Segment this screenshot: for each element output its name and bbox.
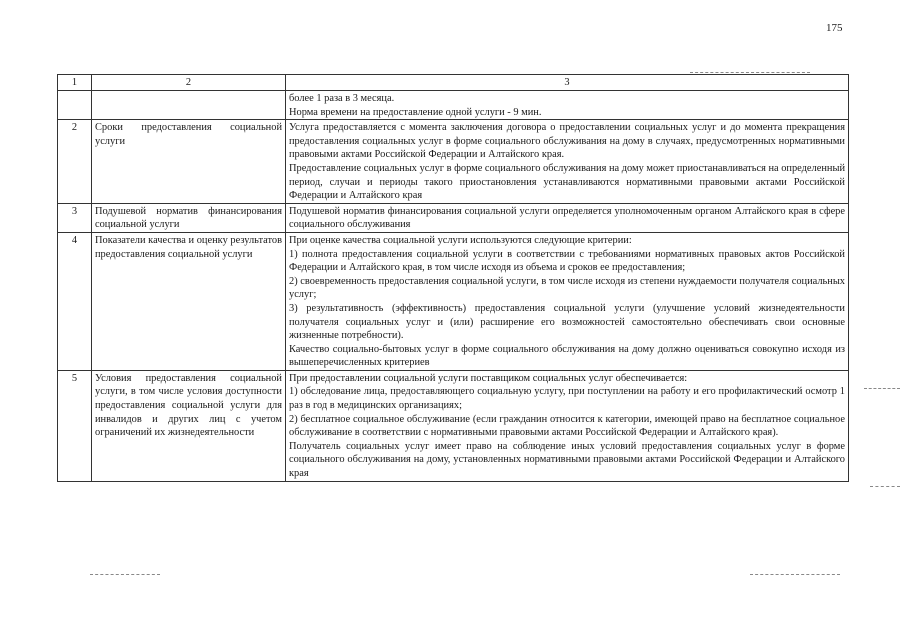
content-paragraph: При оценке качества социальной услуги используются следующие критерии: [289,234,632,246]
scan-artifact-line [90,574,160,575]
content-paragraph: Норма времени на предоставление одной услуги - 9 мин. [289,106,542,118]
content-paragraph: 3) результативность (эффективность) предоставления социальной услуги (улучшение условий жизнедеятельности получателя социальных услуг и (или) расширение его возможностей самостоятельно обеспечивать свои основные жизненные потребности). [289,302,845,342]
row-title: Подушевой норматив финансирования социальной услуги [92,203,286,232]
content-paragraph: 2) своевременность предоставления социальной услуги, в том числе исходя из степени нуждаемости получателя социальных услуг; [289,275,845,301]
table-row [58,120,849,204]
row-title: Показатели качества и оценку результатов предоставления социальной услуги [92,232,286,370]
header-col-2: 2 [92,75,286,91]
page-number: 175 [826,22,843,34]
content-paragraph: Предоставление социальных услуг в форме социального обслуживания на дому может приостанавливаться на определенный период, случаи и периоды такого приостановления устанавливаются нормативными правовыми актами Российской Федерации и Алтайского края [289,162,845,202]
content-paragraph: более 1 раза в 3 месяца. [289,93,395,104]
header-col-1: 1 [58,75,92,91]
row-title: Сроки предоставления социальной услуги [92,120,286,204]
scan-artifact-line [864,388,900,389]
content-paragraph: Качество социально-бытовых услуг в форме социального обслуживания на дому должно оцениваться совокупно исходя из вышеперечисленных критериев [289,343,845,369]
row-title-cell [92,91,286,120]
content-paragraph: Услуга предоставляется с момента заключения договора о предоставлении социальных услуг и до момента прекращения предоставления социальных услуг в форме социального обслуживания на дому в случаях, предусмотренных нормативными правовыми актами Российской Федерации и Алтайского края. [289,122,845,161]
row-content-cell [286,232,849,370]
scan-artifact-line [750,574,840,575]
row-number: 4 [58,232,92,370]
content-paragraph: Подушевой норматив финансирования социальной услуги определяется уполномоченным органом Алтайского края в сфере социального обслуживания [289,205,845,231]
content-paragraph: 1) полнота предоставления социальной услуги в соответствии с требованиями нормативных правовых актов Российской Федерации и Алтайского края, в том числе исходя из объема и сроков ее предоставления; [289,248,845,274]
table-header-row [58,75,849,91]
row-number: 3 [58,203,92,232]
table-row [58,203,849,232]
table-row-continuation [58,91,849,120]
row-content-cell [286,370,849,481]
table-row [58,232,849,370]
row-number-cell [58,91,92,120]
row-content-cell [286,203,849,232]
row-number: 5 [58,370,92,481]
row-content-cell [286,91,849,120]
row-title: Условия предоставления социальной услуги, в том числе условия доступности предоставления социальной услуги для инвалидов и других лиц с учетом ограничений их жизнедеятельности [92,370,286,481]
scan-artifact-line [690,72,810,73]
table-row [58,370,849,481]
services-table [57,74,849,482]
content-paragraph: При предоставлении социальной услуги поставщиком социальных услуг обеспечивается: [289,372,688,384]
scan-artifact-line [870,486,900,487]
content-paragraph: 2) бесплатное социальное обслуживание (если гражданин относится к категории, имеющей право на бесплатное социальное обслуживание в соответствии с нормативными правовыми актами Российской Федерации и Алтайского края). [289,413,845,439]
content-paragraph: 1) обследование лица, предоставляющего социальную услугу, при поступлении на работу и его профилактический осмотр 1 раз в год в медицинских организациях; [289,386,845,412]
row-content-cell [286,120,849,204]
row-number: 2 [58,120,92,204]
content-paragraph: Получатель социальных услуг имеет право на соблюдение иных условий предоставления социальных услуг в форме социального обслуживания на дому, установленных нормативными правовыми актами Российской Федерации и Алтайского края [289,440,845,480]
header-col-3: 3 [286,75,849,91]
